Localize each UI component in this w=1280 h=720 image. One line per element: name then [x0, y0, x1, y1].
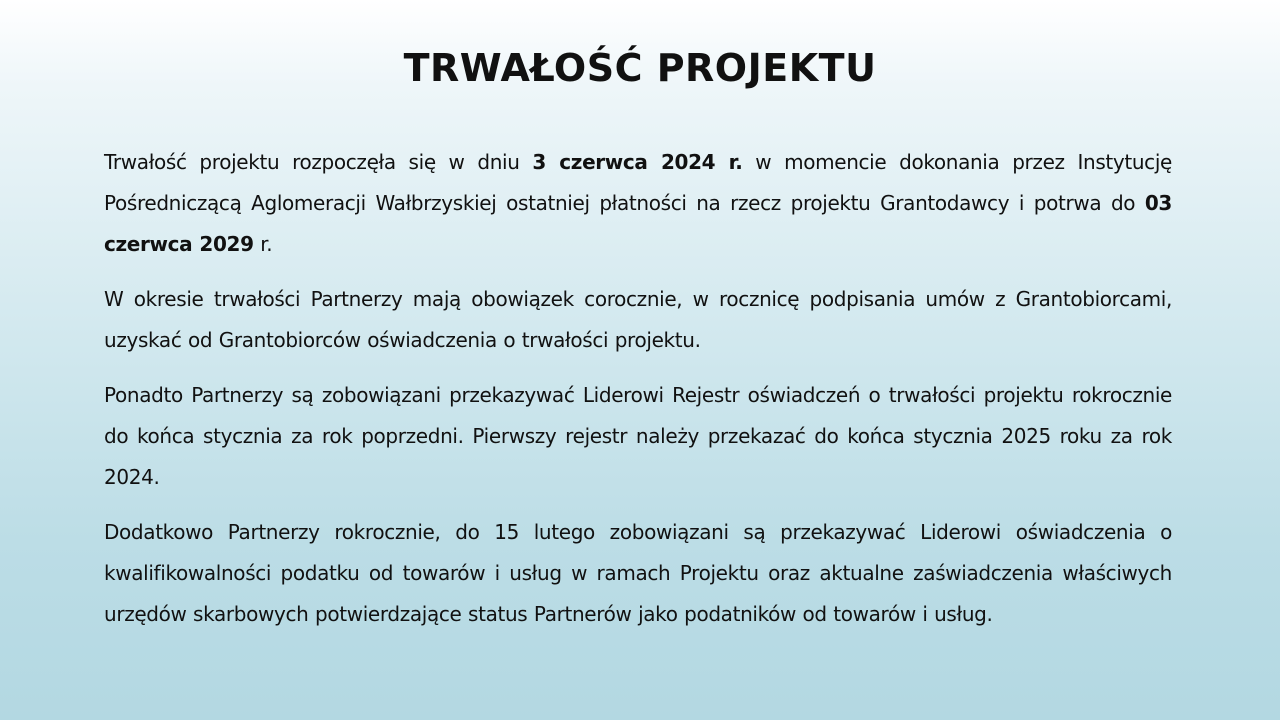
- paragraph-1-text-middle: w momencie dokonania przez Instytucję Pośredniczącą Aglomeracji Wałbrzyskiej ostatniej płatności na rzecz projektu Grantodawcy i potrwa do: [104, 150, 1172, 215]
- paragraph-partner-obligations: W okresie trwałości Partnerzy mają obowiązek corocznie, w rocznicę podpisania umów z Grantobiorcami, uzyskać od Grantobiorców oświadczenia o trwałości projektu.: [104, 287, 1172, 352]
- paragraph-1-text-start: Trwałość projektu rozpoczęła się w dniu: [104, 150, 533, 174]
- paragraph-vat-statements: Dodatkowo Partnerzy rokrocznie, do 15 lutego zobowiązani są przekazywać Liderowi oświadczenia o kwalifikowalności podatku od towarów i usług w ramach Projektu oraz aktualne zaświadczenia właściwych urzędów skarbowych potwierdzające status Partnerów jako podatników od towarów i usług.: [104, 520, 1172, 626]
- end-date: 03 czerwca 2029: [104, 191, 1172, 256]
- paragraph-1-text-end: r.: [253, 232, 273, 256]
- slide-content: [104, 142, 1172, 649]
- paragraph-register-submission: Ponadto Partnerzy są zobowiązani przekazywać Liderowi Rejestr oświadczeń o trwałości projektu rokrocznie do końca stycznia za rok poprzedni. Pierwszy rejestr należy przekazać do końca stycznia 2025 roku za rok 2024.: [104, 383, 1172, 489]
- start-date: 3 czerwca 2024 r.: [532, 150, 743, 174]
- slide-title: TRWAŁOŚĆ PROJEKTU: [403, 46, 877, 90]
- paragraph-project-durability-period: [104, 142, 1172, 265]
